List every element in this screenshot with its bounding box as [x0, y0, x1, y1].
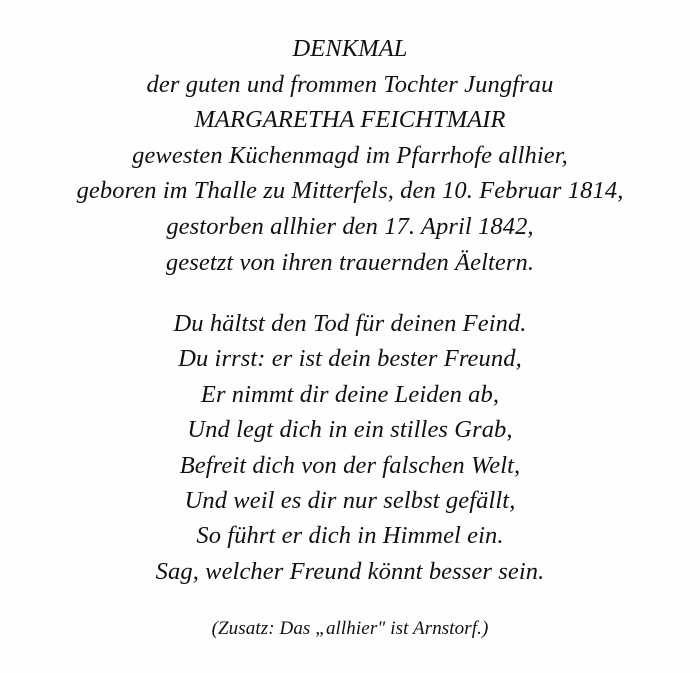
deceased-name: MARGARETHA FEICHTMAIR — [194, 106, 506, 134]
occupation-line: gewesten Küchenmagd im Pfarrhofe allhier, — [132, 141, 568, 169]
poem-line: Er nimmt dir deine Leiden ab, — [200, 380, 500, 408]
poem-line: Sag, welcher Freund könnt besser sein. — [155, 557, 545, 585]
poem-line: Und weil es dir nur selbst gefällt, — [184, 487, 516, 515]
erected-by-line: gesetzt von ihren trauernden Äeltern. — [165, 248, 535, 276]
poem — [0, 306, 700, 589]
poem-line: Du hältst den Tod für deinen Feind. — [173, 310, 527, 337]
poem-line: Du irrst: er ist dein bester Freund, — [178, 345, 522, 373]
memorial-header — [0, 31, 700, 280]
poem-line: Und legt dich in ein stilles Grab, — [187, 416, 513, 444]
death-line: gestorben allhier den 17. April 1842, — [166, 212, 534, 240]
dedication-line: der guten und frommen Tochter Jungfrau — [146, 70, 554, 98]
poem-line: Befreit dich von der falschen Welt, — [179, 451, 521, 479]
birth-line: geboren im Thalle zu Mitterfels, den 10. Februar 1814, — [76, 177, 624, 205]
footnote — [0, 616, 700, 642]
footnote-text: (Zusatz: Das „allhier" ist Arnstorf.) — [211, 618, 489, 639]
poem-line: So führt er dich in Himmel ein. — [196, 522, 504, 550]
memorial-title: DENKMAL — [292, 35, 408, 62]
